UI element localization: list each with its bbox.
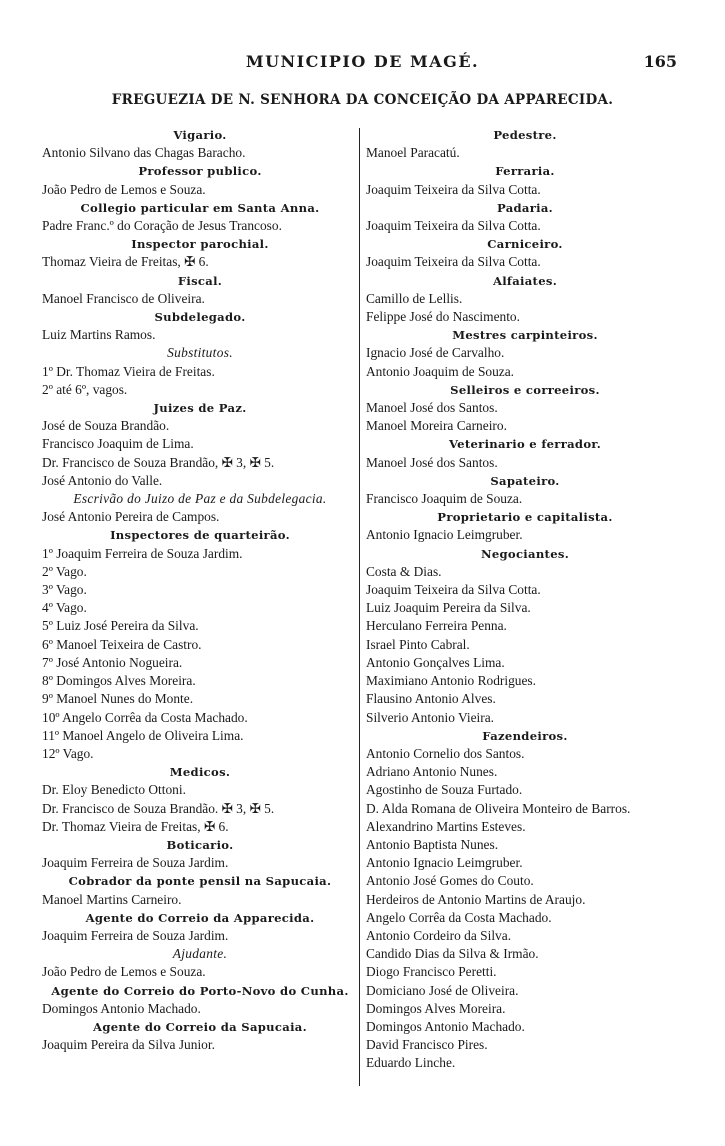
- section-heading: Medicos.: [169, 765, 231, 780]
- section-heading: Padaria.: [497, 200, 553, 215]
- section-heading: Alfaiates.: [492, 273, 558, 288]
- list-item: 11º Manoel Angelo de Oliveira Lima.: [42, 727, 244, 743]
- section-heading: Agente do Correio da Apparecida.: [85, 910, 315, 925]
- list-item: Antonio Baptista Nunes.: [366, 836, 499, 852]
- section-heading: Sapateiro.: [490, 473, 560, 488]
- list-item: 9º Manoel Nunes do Monte.: [42, 691, 194, 707]
- list-item: Agostinho de Souza Furtado.: [366, 782, 523, 798]
- list-item: Domingos Alves Moreira.: [366, 1000, 506, 1016]
- section-heading: Veterinario e ferrador.: [448, 437, 602, 452]
- section-heading: Collegio particular em Santa Anna.: [80, 200, 320, 215]
- list-item: Thomaz Vieira de Freitas, ✠ 6.: [42, 254, 209, 270]
- running-header: [0, 52, 725, 76]
- list-item: Herculano Ferreira Penna.: [366, 618, 507, 634]
- section-heading: Mestres carpinteiros.: [452, 328, 598, 343]
- list-item: Eduardo Linche.: [366, 1055, 456, 1071]
- list-item: 6º Manoel Teixeira de Castro.: [42, 636, 202, 652]
- section-heading: Agente do Correio do Porto-Novo do Cunha.: [51, 983, 349, 998]
- section-heading: Pedestre.: [493, 128, 557, 142]
- list-item: Manoel Francisco de Oliveira.: [42, 290, 205, 306]
- list-item: Manoel Martins Carneiro.: [42, 891, 182, 907]
- section-heading: Cobrador da ponte pensil na Sapucaia.: [68, 874, 332, 889]
- list-item: Domingos Antonio Machado.: [42, 1000, 201, 1016]
- list-item: Dr. Thomaz Vieira de Freitas, ✠ 6.: [42, 818, 229, 834]
- list-item: Dr. Eloy Benedicto Ottoni.: [42, 782, 186, 798]
- list-item: Joaquim Pereira da Silva Junior.: [42, 1037, 215, 1053]
- list-item: Alexandrino Martins Esteves.: [366, 818, 526, 834]
- list-item: Dr. Francisco de Souza Brandão. ✠ 3, ✠ 5.: [42, 800, 275, 816]
- list-item: Luiz Martins Ramos.: [42, 327, 156, 343]
- list-item: João Pedro de Lemos e Souza.: [42, 181, 206, 197]
- list-item: Joaquim Teixeira da Silva Cotta.: [366, 582, 541, 598]
- list-item: Silverio Antonio Vieira.: [366, 709, 495, 725]
- list-item: Domiciano José de Oliveira.: [366, 982, 519, 998]
- subsection-heading: Ajudante.: [172, 946, 228, 962]
- list-item: Joaquim Ferreira de Souza Jardim.: [42, 855, 229, 871]
- section-heading: Boticario.: [166, 837, 234, 852]
- list-item: David Francisco Pires.: [366, 1037, 488, 1053]
- section-heading: Fazendeiros.: [482, 728, 568, 743]
- section-heading: Proprietario e capitalista.: [437, 510, 613, 525]
- list-item: 8º Domingos Alves Moreira.: [42, 673, 196, 689]
- subsection-heading: Escrivão do Juizo de Paz e da Subdelegacia.: [73, 491, 327, 507]
- list-item: D. Alda Romana de Oliveira Monteiro de Barros.: [366, 800, 631, 816]
- list-item: Ignacio José de Carvalho.: [366, 345, 505, 361]
- section-heading: Carniceiro.: [487, 237, 563, 252]
- section-heading: Selleiros e correeiros.: [450, 382, 600, 397]
- list-item: 7º José Antonio Nogueira.: [42, 654, 183, 670]
- section-heading: Inspector parochial.: [131, 237, 269, 252]
- list-item: Dr. Francisco de Souza Brandão, ✠ 3, ✠ 5.: [42, 454, 275, 470]
- page-number: 165: [643, 52, 677, 71]
- list-item: Francisco Joaquim de Lima.: [42, 436, 194, 452]
- list-item: Israel Pinto Cabral.: [366, 636, 470, 652]
- subsection-heading: Substitutos.: [167, 345, 233, 361]
- list-item: Diogo Francisco Peretti.: [366, 964, 497, 980]
- list-item: 4º Vago.: [42, 600, 87, 616]
- list-item: 1º Joaquim Ferreira de Souza Jardim.: [42, 545, 243, 561]
- list-item: Luiz Joaquim Pereira da Silva.: [366, 600, 531, 616]
- section-heading: Juizes de Paz.: [153, 401, 247, 416]
- list-item: Antonio José Gomes do Couto.: [366, 873, 534, 889]
- list-item: Padre Franc.º do Coração de Jesus Trancoso.: [42, 218, 282, 234]
- list-item: 5º Luiz José Pereira da Silva.: [42, 618, 199, 634]
- list-item: Flausino Antonio Alves.: [366, 691, 496, 707]
- list-item: Antonio Joaquim de Souza.: [366, 363, 515, 379]
- list-item: Felippe José do Nascimento.: [366, 309, 520, 325]
- list-item: 10º Angelo Corrêa da Costa Machado.: [42, 709, 248, 725]
- list-item: Antonio Ignacio Leimgruber.: [366, 855, 523, 871]
- list-item: Camillo de Lellis.: [366, 290, 463, 306]
- list-item: 3º Vago.: [42, 582, 87, 598]
- list-item: 2º até 6º, vagos.: [42, 381, 128, 397]
- list-item: José de Souza Brandão.: [42, 418, 170, 434]
- section-heading: Vigario.: [173, 128, 227, 142]
- list-item: 1º Dr. Thomaz Vieira de Freitas.: [42, 363, 215, 379]
- list-item: Manoel Paracatú.: [366, 145, 460, 161]
- list-item: Joaquim Teixeira da Silva Cotta.: [366, 181, 541, 197]
- list-item: Candido Dias da Silva & Irmão.: [366, 946, 539, 962]
- section-title: FREGUEZIA DE N. SENHORA DA CONCEIÇÃO DA APPARECIDA.: [111, 92, 614, 108]
- list-item: José Antonio do Valle.: [42, 472, 163, 488]
- section-heading: Inspectores de quarteirão.: [110, 528, 290, 543]
- list-item: Joaquim Ferreira de Souza Jardim.: [42, 927, 229, 943]
- list-item: Angelo Corrêa da Costa Machado.: [366, 909, 552, 925]
- list-item: Maximiano Antonio Rodrigues.: [366, 673, 536, 689]
- list-item: Antonio Cornelio dos Santos.: [366, 745, 525, 761]
- section-heading: Agente do Correio da Sapucaia.: [93, 1019, 307, 1034]
- column-divider: [359, 128, 360, 1086]
- list-item: Antonio Cordeiro da Silva.: [366, 927, 512, 943]
- section-heading: Subdelegado.: [154, 310, 246, 325]
- section-heading: Fiscal.: [177, 273, 223, 288]
- list-item: Manoel José dos Santos.: [366, 400, 498, 416]
- list-item: Costa & Dias.: [366, 563, 442, 579]
- list-item: Herdeiros de Antonio Martins de Araujo.: [366, 891, 586, 907]
- list-item: Antonio Gonçalves Lima.: [366, 654, 505, 670]
- list-item: Adriano Antonio Nunes.: [366, 764, 498, 780]
- list-item: Antonio Silvano das Chagas Baracho.: [42, 145, 246, 161]
- list-item: Joaquim Teixeira da Silva Cotta.: [366, 254, 541, 270]
- list-item: Francisco Joaquim de Souza.: [366, 491, 523, 507]
- list-item: Manoel Moreira Carneiro.: [366, 418, 507, 434]
- list-item: 2º Vago.: [42, 563, 87, 579]
- list-item: Joaquim Teixeira da Silva Cotta.: [366, 218, 541, 234]
- page-title: MUNICIPIO DE MAGÉ.: [245, 52, 480, 71]
- list-item: Antonio Ignacio Leimgruber.: [366, 527, 523, 543]
- list-item: João Pedro de Lemos e Souza.: [42, 964, 206, 980]
- list-item: Manoel José dos Santos.: [366, 454, 498, 470]
- section-heading: Negociantes.: [480, 546, 570, 561]
- left-column: [42, 126, 358, 1054]
- section-heading: Professor publico.: [138, 164, 262, 179]
- list-item: 12º Vago.: [42, 745, 94, 761]
- list-item: Domingos Antonio Machado.: [366, 1018, 525, 1034]
- list-item: José Antonio Pereira de Campos.: [42, 509, 220, 525]
- section-heading: Ferraria.: [495, 164, 555, 179]
- right-column: [366, 126, 684, 1073]
